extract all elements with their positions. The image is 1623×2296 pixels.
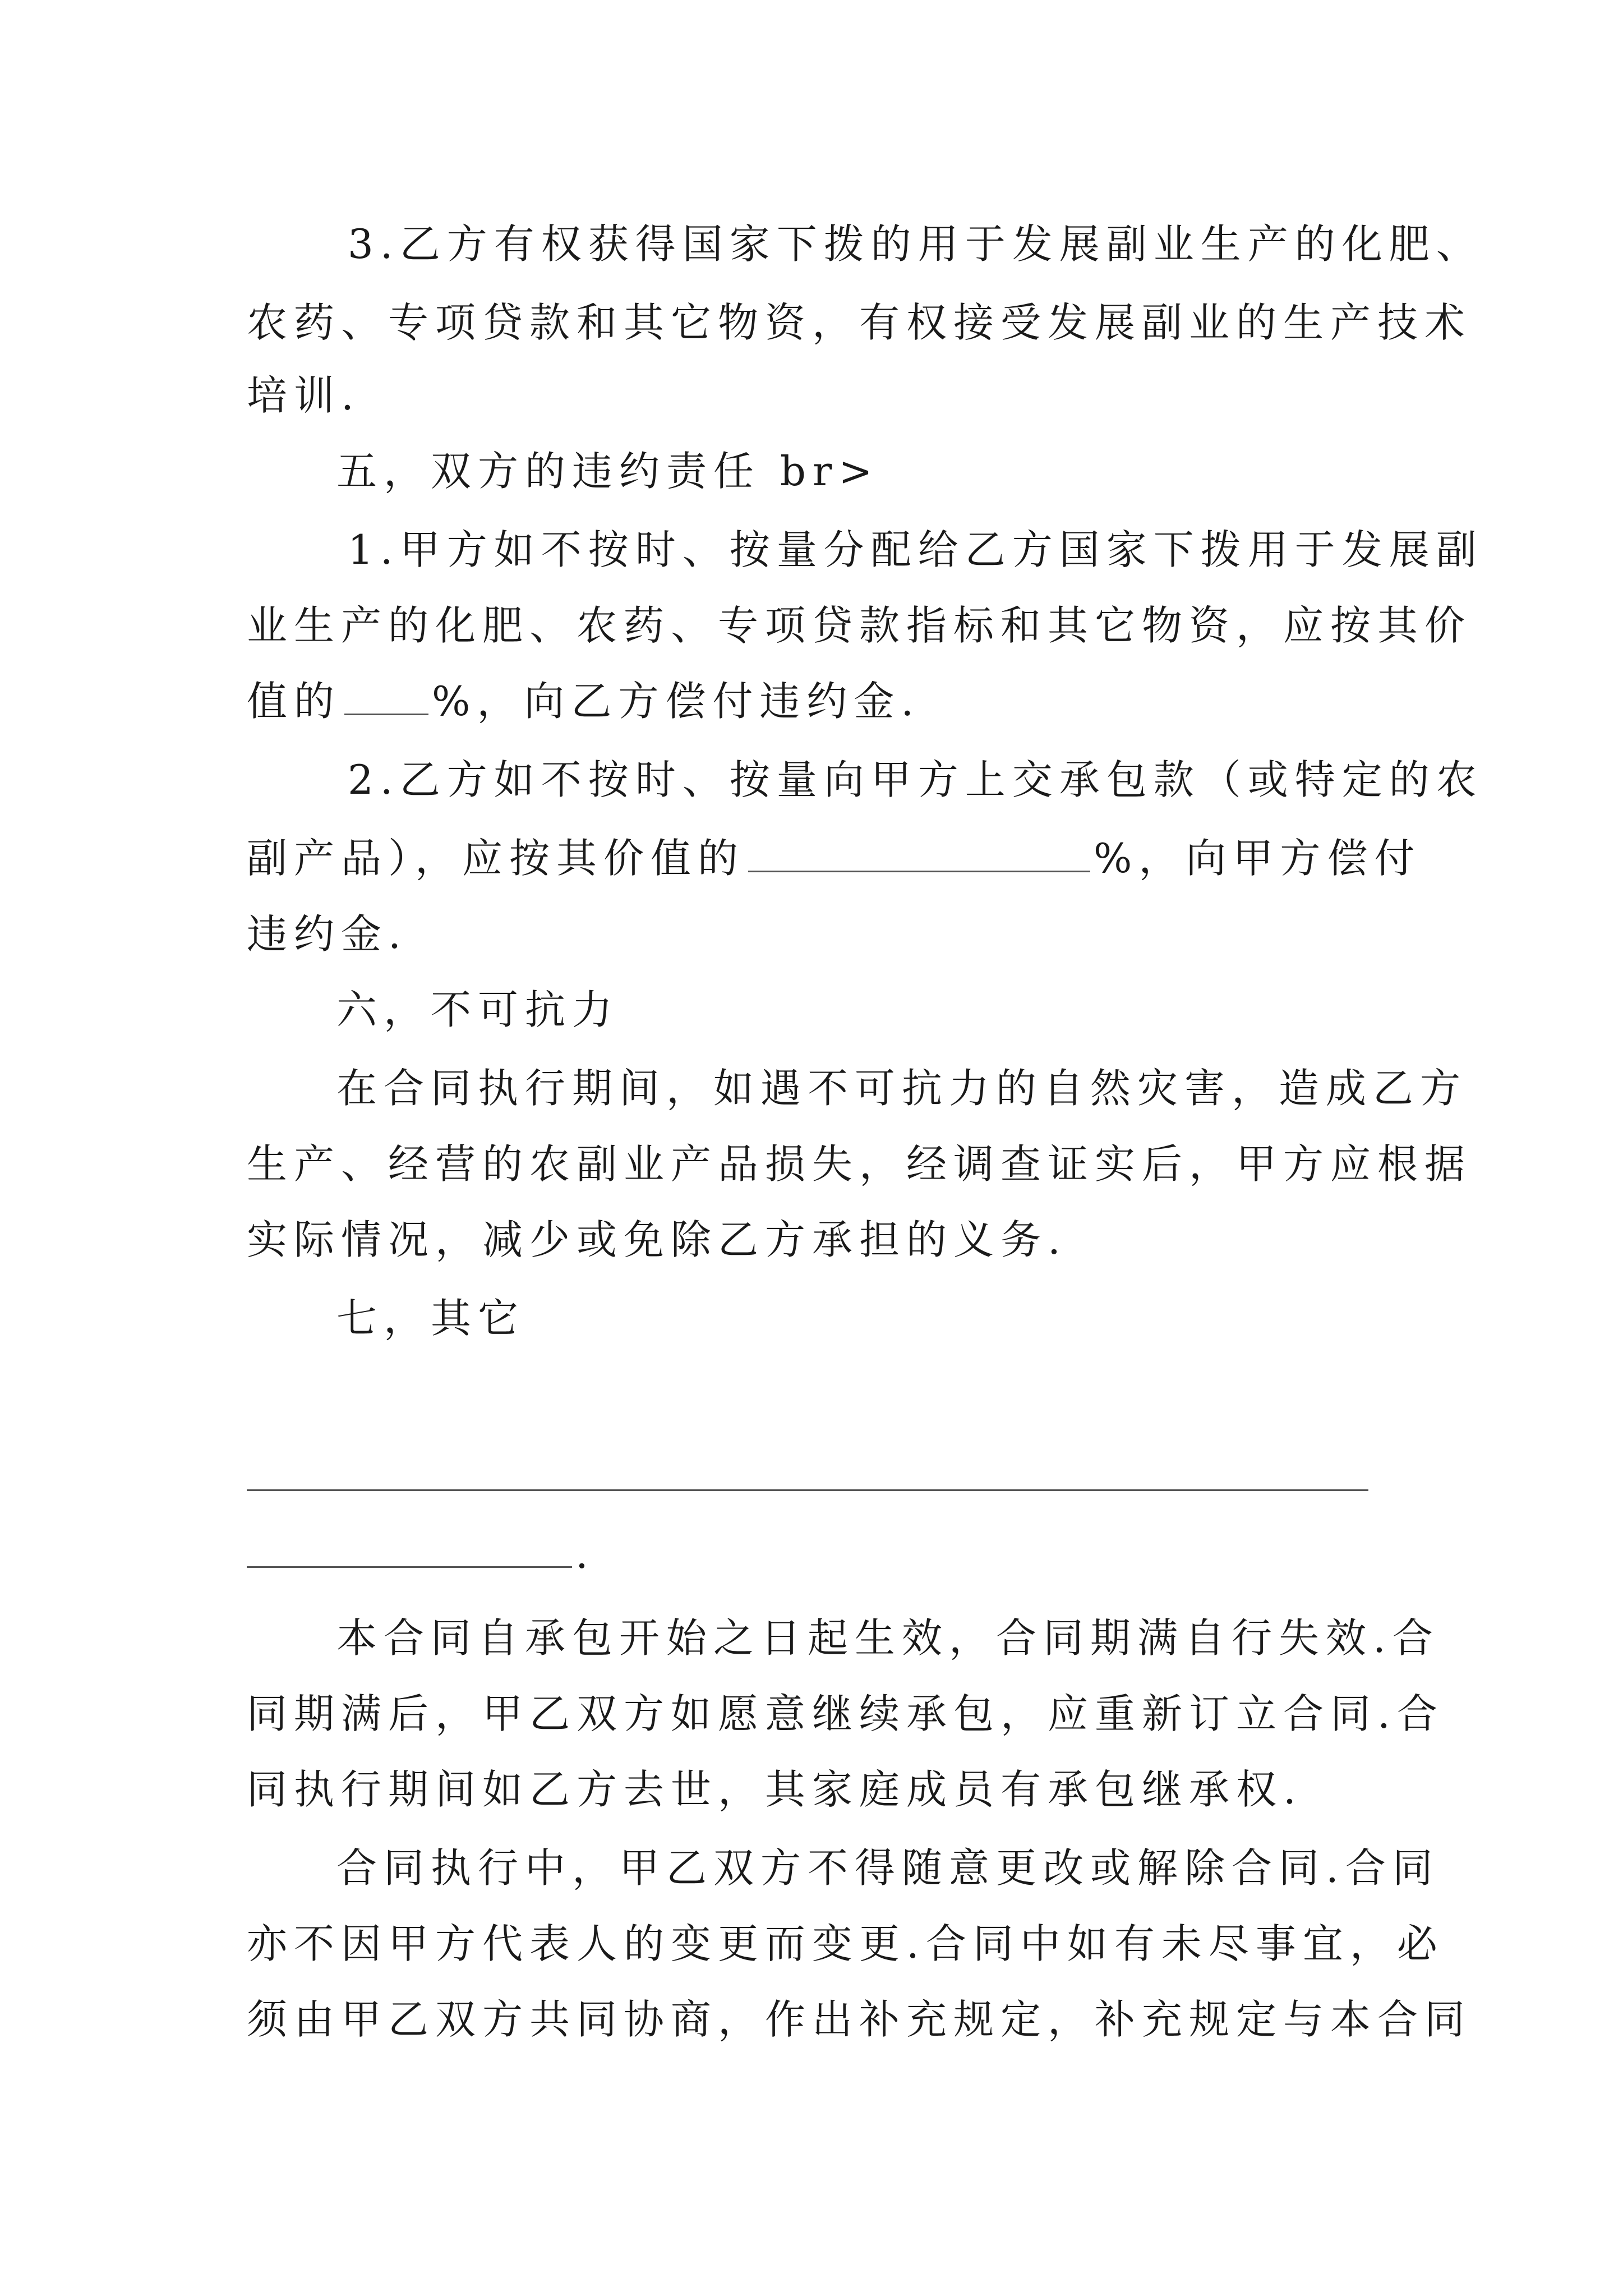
section-7-blank-end xyxy=(247,1526,595,1582)
changes-line-2: 亦不因甲方代表人的变更而变更.合同中如有未尽事宜，必 xyxy=(247,1920,1444,1967)
clause-4-3-line-1: 3.乙方有权获得国家下拨的用于发展副业生产的化肥、 xyxy=(348,220,1483,268)
section-7-blank-period: . xyxy=(575,1530,595,1577)
validity-line-3: 同执行期间如乙方去世，其家庭成员有承包继承权. xyxy=(247,1766,1303,1813)
clause-5-1-line-3-before: 值的 xyxy=(247,678,342,725)
clause-5-2-line-3: 违约金. xyxy=(247,910,408,958)
clause-5-1-line-2: 业生产的化肥、农药、专项贷款指标和其它物资，应按其价 xyxy=(247,602,1472,649)
percentage-blank-1[interactable] xyxy=(344,677,428,715)
clause-5-2-line-2-after: %，向甲方偿付 xyxy=(1094,835,1422,882)
clause-5-1-line-3-after: %，向乙方偿付违约金. xyxy=(432,678,921,725)
clause-5-1-line-3 xyxy=(247,673,920,729)
section-7-blank-line[interactable] xyxy=(247,1489,1368,1491)
clause-4-3-line-3: 培训. xyxy=(247,372,361,419)
validity-line-1: 本合同自承包开始之日起生效，合同期满自行失效.合 xyxy=(336,1614,1440,1662)
clause-5-1-line-1: 1.甲方如不按时、按量分配给乙方国家下拨用于发展副 xyxy=(348,526,1483,573)
clause-5-2-line-2-before: 副产品），应按其价值的 xyxy=(247,835,745,882)
changes-line-3: 须由甲乙双方共同协商，作出补充规定，补充规定与本合同 xyxy=(247,1996,1472,2043)
section-7-heading: 七，其它 xyxy=(336,1295,525,1342)
section-6-line-1: 在合同执行期间，如遇不可抗力的自然灾害，造成乙方 xyxy=(336,1065,1468,1112)
section-6-line-3: 实际情况，减少或免除乙方承担的义务. xyxy=(247,1216,1067,1263)
section-6-heading: 六，不可抗力 xyxy=(336,986,620,1033)
percentage-blank-2[interactable] xyxy=(748,834,1090,872)
section-5-heading: 五，双方的违约责任 br> xyxy=(336,448,879,495)
clause-5-2-line-2 xyxy=(247,830,1421,886)
changes-line-1: 合同执行中，甲乙双方不得随意更改或解除合同.合同 xyxy=(336,1844,1440,1892)
clause-5-2-line-1: 2.乙方如不按时、按量向甲方上交承包款（或特定的农 xyxy=(348,756,1483,803)
section-7-blank-short[interactable] xyxy=(247,1529,572,1568)
section-6-line-2: 生产、经营的农副业产品损失，经调查证实后，甲方应根据 xyxy=(247,1140,1472,1188)
validity-line-2: 同期满后，甲乙双方如愿意继续承包，应重新订立合同.合 xyxy=(247,1690,1444,1737)
clause-4-3-line-2: 农药、专项贷款和其它物资，有权接受发展副业的生产技术 xyxy=(247,299,1472,346)
